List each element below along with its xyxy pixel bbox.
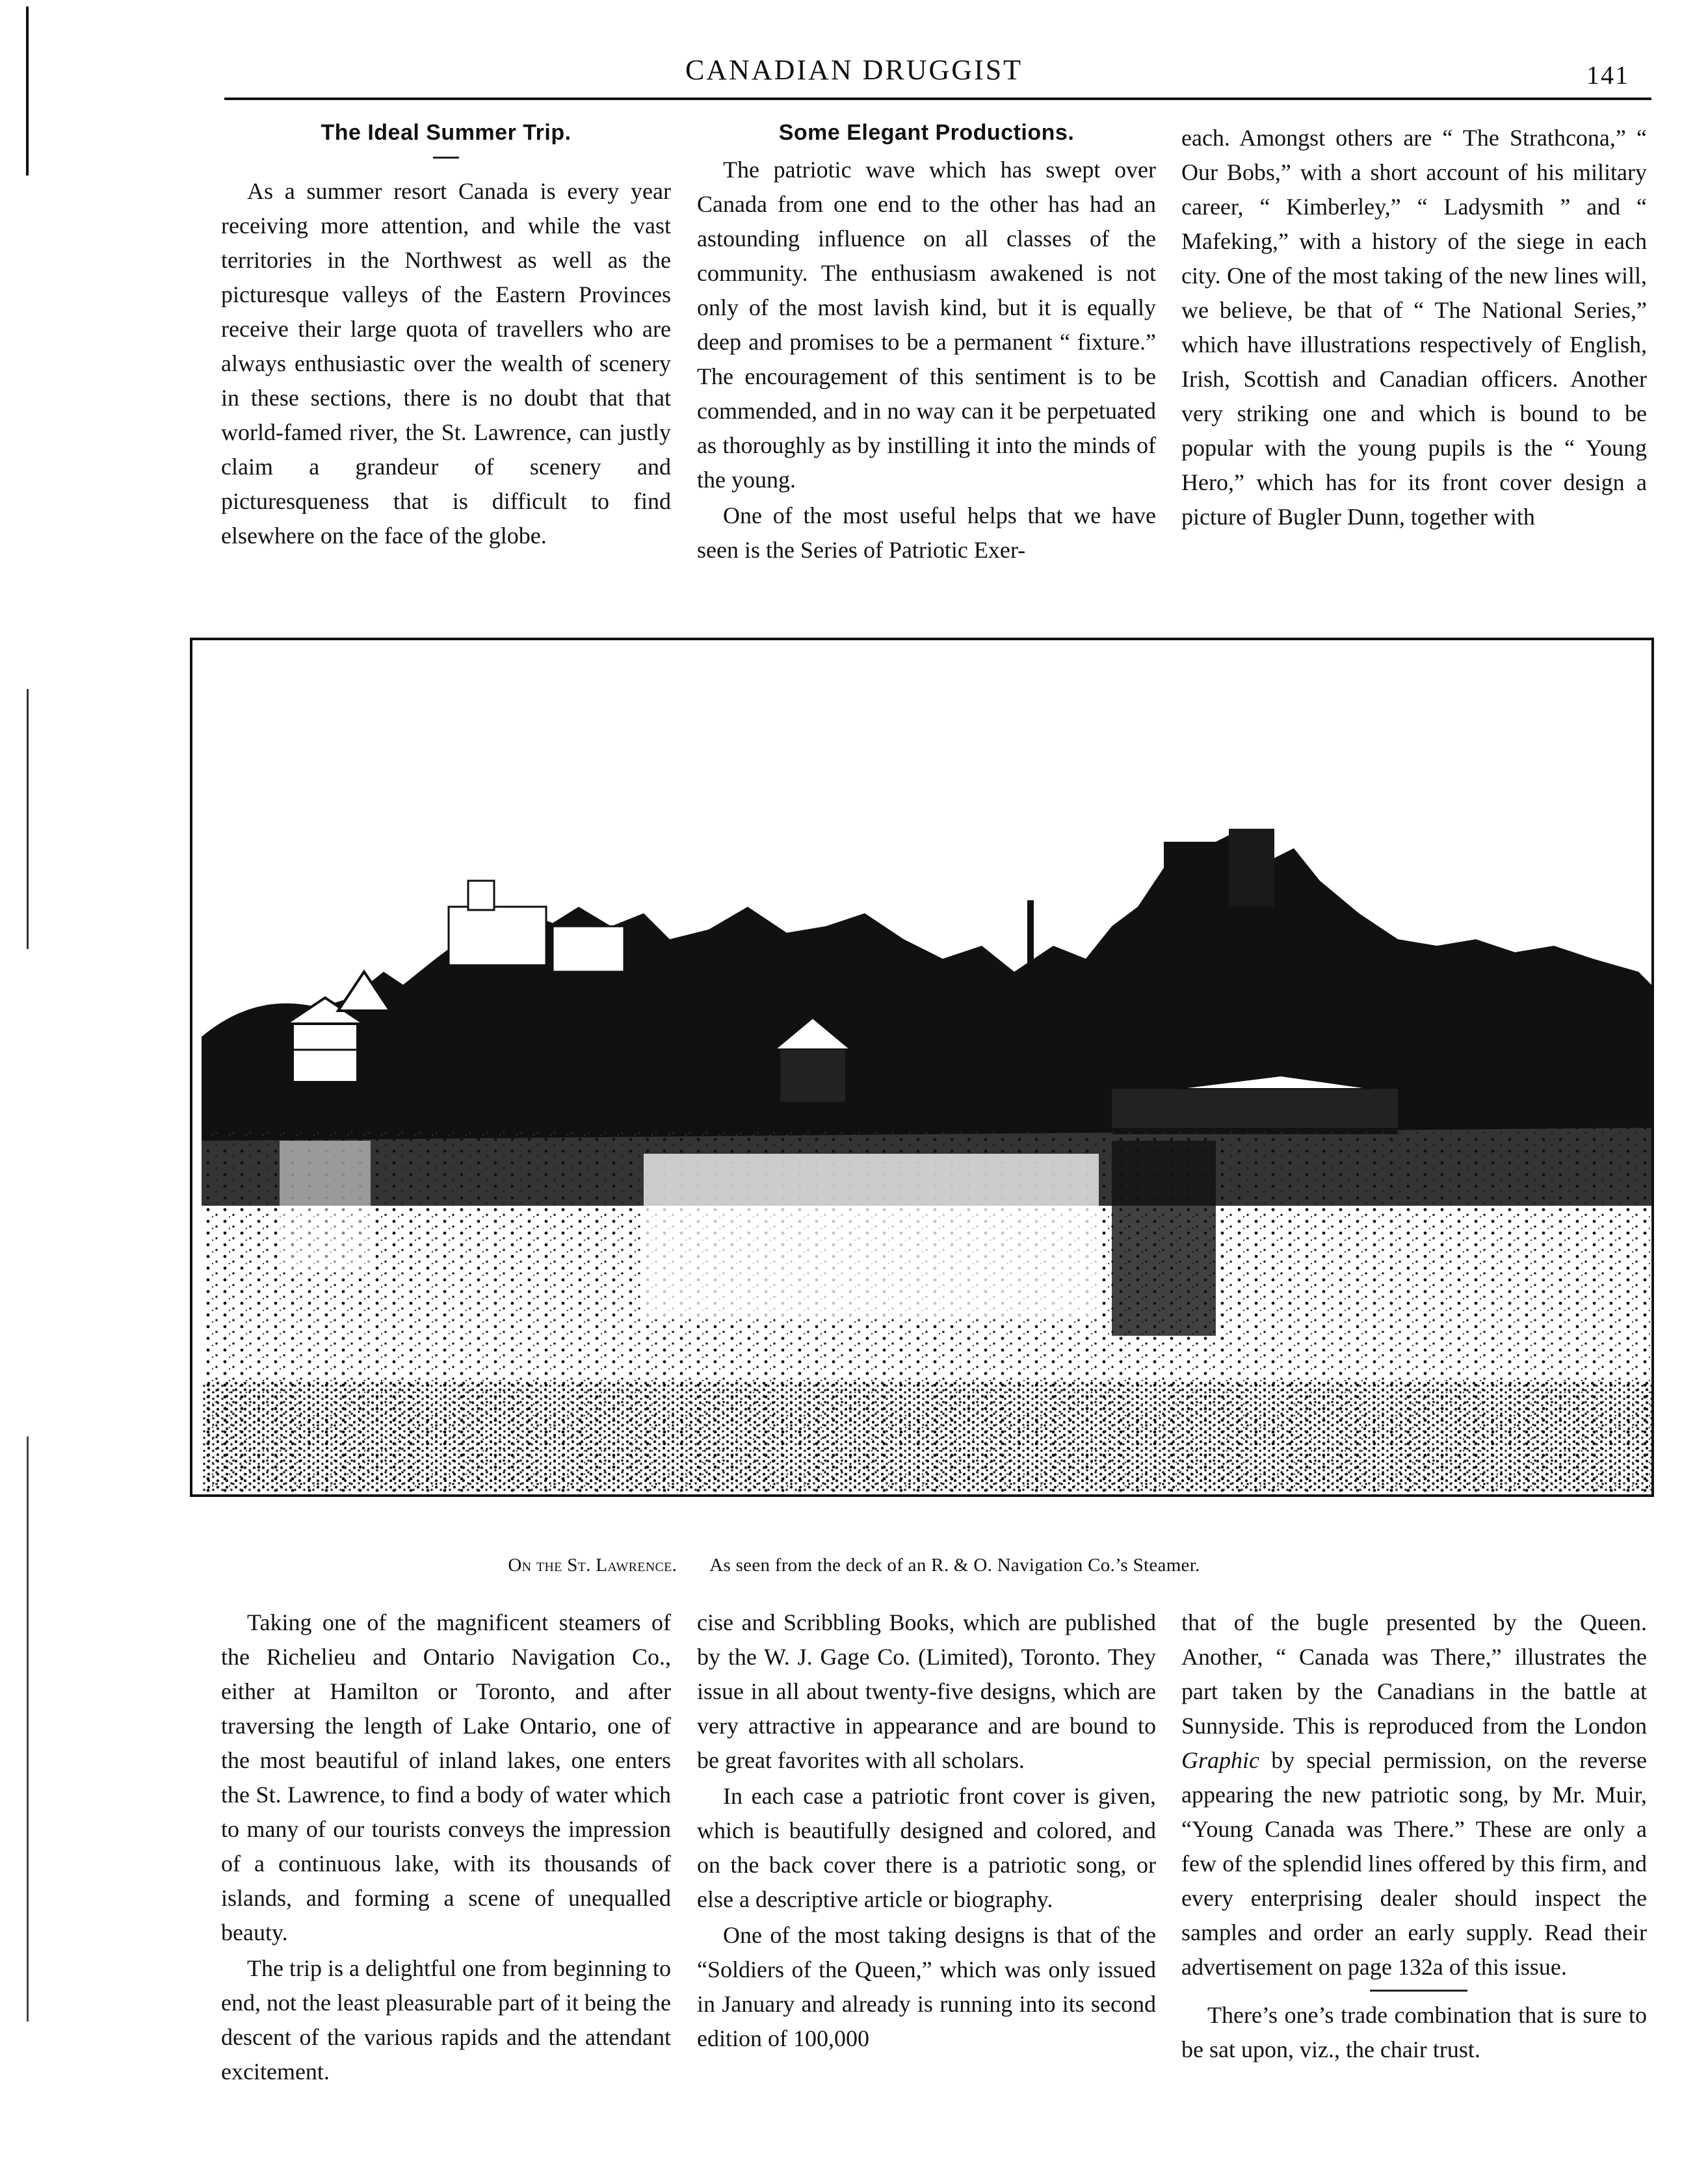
filler-paragraph: There’s one’s trade combination that is sure to be sat upon, viz., the chair trust.	[1181, 2002, 1647, 2062]
productions-paragraph: One of the most useful helps that we have seen is the Series of Patriotic Exer-	[697, 502, 1156, 563]
page-number: 141	[1586, 60, 1629, 90]
photo-caption	[0, 1555, 1708, 1576]
summer-trip-paragraph: As a summer resort Canada is every year receiving more attention, and while the vast territories in the Northwest as well as the picturesque valleys of the Eastern Provinces receive their large quota of travellers who are always enthusiastic over the wealth of scenery in these sections, there is no doubt that that world-famed river, the St. Lawrence, can justly claim a grandeur of scenery and picturesqueness that is difficult to find elsewhere on the face of the globe.	[221, 178, 671, 549]
article-title-elegant-productions: Some Elegant Productions.	[778, 120, 1075, 145]
column-2-bottom	[697, 1606, 1156, 2056]
continuation-text-a: that of the bugle presented by the Queen. Another, “ Canada was There,” illustrates the part taken by the Canadians in the battle at Sunnyside. This is reproduced from the London	[1181, 1609, 1647, 1739]
graphic-title: Graphic	[1181, 1747, 1259, 1773]
photo-st-lawrence	[189, 634, 1655, 1498]
running-header-title: CANADIAN DRUGGIST	[685, 54, 1023, 86]
productions-continuation	[1181, 1606, 1647, 1984]
column-1-bottom	[221, 1606, 671, 2089]
continuation-text-b: by special permission, on the reverse appearing the new patriotic song, by Mr. Muir, “Young Canada was There.” These are only a few of the splendid lines offered by this firm, and every enterprising dealer should inspect the samples and order an early supply. Read their advertisement on page 132a of this issue.	[1181, 1747, 1648, 1980]
productions-continuation: each. Amongst others are “ The Strathcona,” “ Our Bobs,” with a short account of his military career, “ Kimberley,” “ Ladysmith ” and “ Mafeking,” with a history of the siege in each city. One of the most taking of the new lines will, we believe, be that of “ The National Series,” which have illustrations respectively of English, Irish, Scottish and Canadian officers. Another very striking one and which is bound to be popular with the young pupils is the “ Young Hero,” which has for its front cover design a picture of Bugler Dunn, together with	[1181, 125, 1647, 530]
page-binding-edge	[25, 6, 30, 2126]
photo-caption-text: As seen from the deck of an R. & O. Navigation Co.’s Steamer.	[709, 1555, 1200, 1576]
article-title-summer-trip: The Ideal Summer Trip.	[321, 120, 572, 145]
productions-continuation: cise and Scribbling Books, which are published by the W. J. Gage Co. (Limited), Toronto. They issue in all about twenty-five designs, which are very attractive in appearance and are bound to be great favorites with all scholars.	[697, 1609, 1156, 1773]
productions-paragraph: In each case a patriotic front cover is given, which is beautifully designed and colored, and on the back cover there is a patriotic song, or else a descriptive article or biography.	[697, 1783, 1156, 1912]
section-divider	[1370, 1990, 1467, 1992]
column-3-bottom	[1181, 1606, 1647, 2067]
column-3-top	[1181, 121, 1647, 534]
title-dash	[433, 157, 459, 159]
productions-paragraph: One of the most taking designs is that of the “Soldiers of the Queen,” which was only issued in January and already is running into its second edition of 100,000	[697, 1922, 1156, 2051]
photo-illustration	[189, 634, 1655, 1498]
summer-trip-paragraph: Taking one of the magnificent steamers of the Richelieu and Ontario Navigation Co., either at Hamilton or Toronto, and after traversing the length of Lake Ontario, one of the most beautiful of inland lakes, one enters the St. Lawrence, to find a body of water which to many of our tourists conveys the impression of a continuous lake, with its thousands of islands, and forming a scene of unequalled beauty.	[221, 1609, 671, 1945]
productions-paragraph: The patriotic wave which has swept over Canada from one end to the other has had an astounding influence on all classes of the community. The enthusiasm awakened is not only of the most lavish kind, but it is equally deep and promises to be a permanent “ fixture.” The encouragement of this sentiment is to be commended, and in no way can it be perpetuated as thoroughly as by instilling it into the minds of the young.	[697, 157, 1156, 493]
header-rule	[224, 98, 1651, 100]
photo-caption-title: On the St. Lawrence.	[508, 1555, 677, 1576]
column-1-top	[221, 116, 671, 553]
column-2-top	[697, 116, 1156, 567]
summer-trip-paragraph: The trip is a delightful one from beginning to end, not the least pleasurable part of it being the descent of the various rapids and the attendant excitement.	[221, 1955, 671, 2085]
